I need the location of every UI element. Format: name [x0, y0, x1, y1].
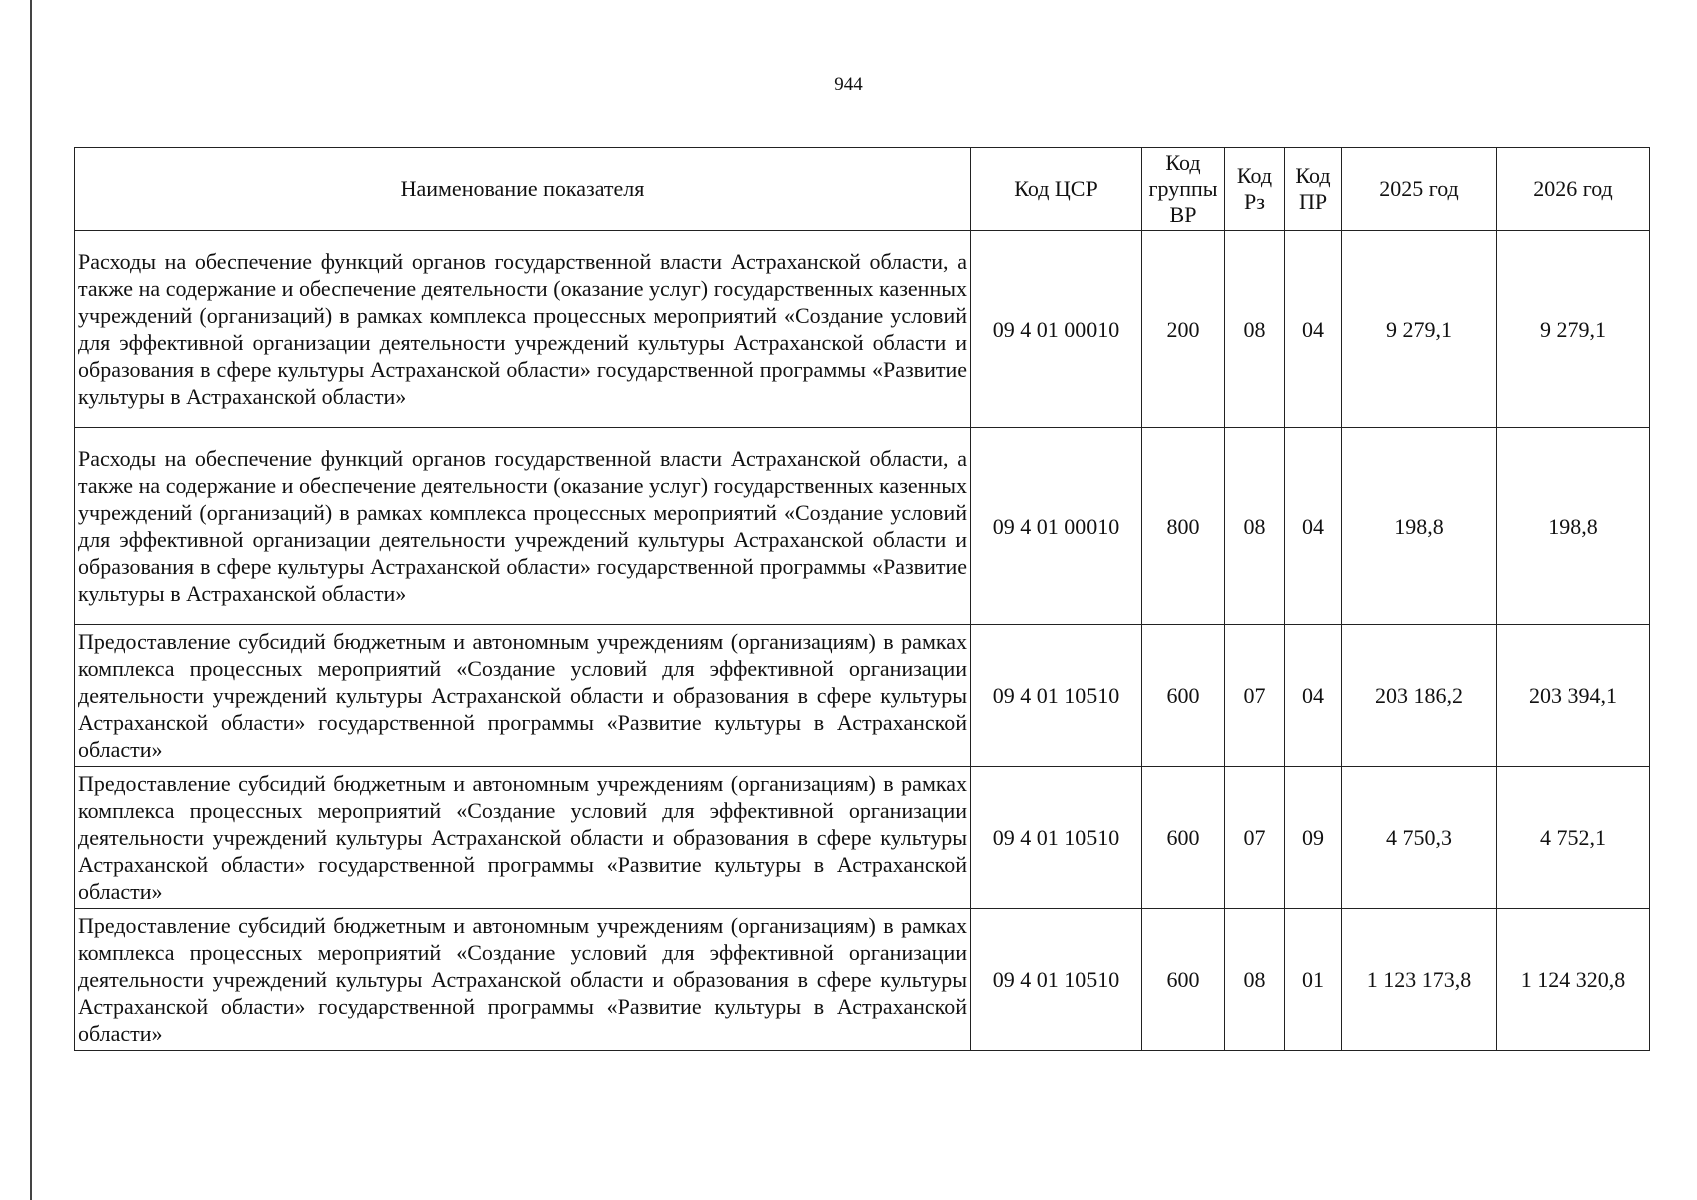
header-2025: 2025 год — [1342, 148, 1497, 231]
page-number: 944 — [834, 74, 863, 95]
row-rz: 08 — [1225, 909, 1285, 1051]
header-vr: Код группы ВР — [1142, 148, 1225, 231]
budget-table — [74, 147, 1650, 1051]
table-header-row — [75, 148, 1650, 231]
row-2025: 198,8 — [1342, 428, 1497, 625]
row-pr: 04 — [1285, 231, 1342, 428]
row-name: Расходы на обеспечение функций органов государственной власти Астраханской области, а также на содержание и обеспечение деятельности (оказание услуг) государственных казенных учреждений (организаций) в рамках комплекса процессных мероприятий «Создание условий для эффективной организации деятельности учреждений культуры Астраханской области и образования в сфере культуры Астраханской области» государственной программы «Развитие культуры в Астраханской области» — [75, 428, 971, 625]
row-csr: 09 4 01 00010 — [971, 428, 1142, 625]
row-pr: 04 — [1285, 428, 1342, 625]
header-rz: Код Рз — [1225, 148, 1285, 231]
table-row — [75, 231, 1650, 428]
header-csr: Код ЦСР — [971, 148, 1142, 231]
row-csr: 09 4 01 10510 — [971, 625, 1142, 767]
row-vr: 600 — [1142, 767, 1225, 909]
row-2026: 9 279,1 — [1497, 231, 1650, 428]
row-rz: 08 — [1225, 428, 1285, 625]
row-pr: 01 — [1285, 909, 1342, 1051]
row-2025: 1 123 173,8 — [1342, 909, 1497, 1051]
header-pr: Код ПР — [1285, 148, 1342, 231]
row-rz: 07 — [1225, 767, 1285, 909]
row-name: Предоставление субсидий бюджетным и автономным учреждениям (организациям) в рамках комплекса процессных мероприятий «Создание условий для эффективной организации деятельности учреждений культуры Астраханской области и образования в сфере культуры Астраханской области» государственной программы «Развитие культуры в Астраханской области» — [75, 767, 971, 909]
table-row — [75, 428, 1650, 625]
row-rz: 07 — [1225, 625, 1285, 767]
row-vr: 800 — [1142, 428, 1225, 625]
row-2026: 1 124 320,8 — [1497, 909, 1650, 1051]
header-name: Наименование показателя — [75, 148, 971, 231]
row-name: Предоставление субсидий бюджетным и автономным учреждениям (организациям) в рамках комплекса процессных мероприятий «Создание условий для эффективной организации деятельности учреждений культуры Астраханской области и образования в сфере культуры Астраханской области» государственной программы «Развитие культуры в Астраханской области» — [75, 625, 971, 767]
row-rz: 08 — [1225, 231, 1285, 428]
table-row — [75, 909, 1650, 1051]
row-pr: 09 — [1285, 767, 1342, 909]
row-pr: 04 — [1285, 625, 1342, 767]
row-vr: 600 — [1142, 625, 1225, 767]
row-2026: 198,8 — [1497, 428, 1650, 625]
header-2026: 2026 год — [1497, 148, 1650, 231]
row-vr: 600 — [1142, 909, 1225, 1051]
row-csr: 09 4 01 10510 — [971, 767, 1142, 909]
row-2025: 203 186,2 — [1342, 625, 1497, 767]
row-csr: 09 4 01 00010 — [971, 231, 1142, 428]
row-name: Предоставление субсидий бюджетным и автономным учреждениям (организациям) в рамках комплекса процессных мероприятий «Создание условий для эффективной организации деятельности учреждений культуры Астраханской области и образования в сфере культуры Астраханской области» государственной программы «Развитие культуры в Астраханской области» — [75, 909, 971, 1051]
row-2025: 9 279,1 — [1342, 231, 1497, 428]
row-2026: 4 752,1 — [1497, 767, 1650, 909]
table-row — [75, 625, 1650, 767]
row-name: Расходы на обеспечение функций органов государственной власти Астраханской области, а также на содержание и обеспечение деятельности (оказание услуг) государственных казенных учреждений (организаций) в рамках комплекса процессных мероприятий «Создание условий для эффективной организации деятельности учреждений культуры Астраханской области и образования в сфере культуры Астраханской области» государственной программы «Развитие культуры в Астраханской области» — [75, 231, 971, 428]
row-csr: 09 4 01 10510 — [971, 909, 1142, 1051]
left-margin-rule — [30, 0, 32, 1200]
table-row — [75, 767, 1650, 909]
row-vr: 200 — [1142, 231, 1225, 428]
row-2026: 203 394,1 — [1497, 625, 1650, 767]
row-2025: 4 750,3 — [1342, 767, 1497, 909]
